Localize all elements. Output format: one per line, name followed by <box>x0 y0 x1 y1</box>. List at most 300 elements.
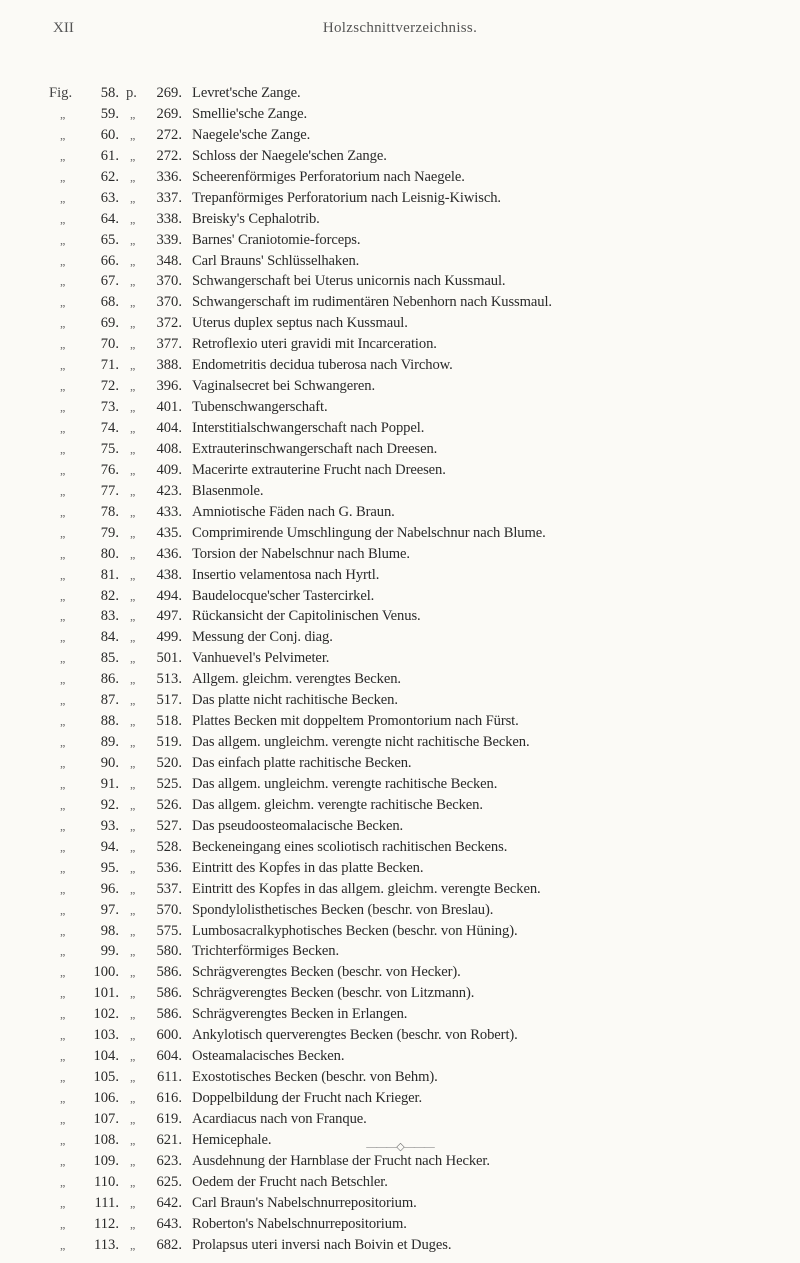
figure-description: Schrägverengtes Becken in Erlangen. <box>192 1006 408 1023</box>
page-reference: 269. <box>156 105 182 122</box>
figure-description: Oedem der Frucht nach Betschler. <box>192 1173 388 1190</box>
list-item <box>0 313 800 334</box>
ditto-mark: „ <box>60 1195 66 1210</box>
list-item <box>0 1235 800 1256</box>
figure-number: 78. <box>100 503 119 520</box>
list-item <box>0 481 800 502</box>
ditto-mark: „ <box>130 776 136 791</box>
list-item <box>0 774 800 795</box>
ditto-mark: „ <box>60 337 66 352</box>
figure-description: Das pseudoosteomalacische Becken. <box>192 817 404 834</box>
figure-description: Macerirte extrauterine Frucht nach Dreesen. <box>192 461 446 478</box>
figure-description: Spondylolisthetisches Becken (beschr. von Breslau). <box>192 901 494 918</box>
figure-description: Eintritt des Kopfes in das allgem. gleichm. verengte Becken. <box>192 880 541 897</box>
ditto-mark: „ <box>130 316 136 331</box>
figure-number: 81. <box>100 566 119 583</box>
ditto-mark: „ <box>130 630 136 645</box>
page-reference: 423. <box>156 482 182 499</box>
figure-description: Allgem. gleichm. verengtes Becken. <box>192 671 401 688</box>
ditto-mark: „ <box>130 1111 136 1126</box>
ditto-mark: „ <box>60 944 66 959</box>
ditto-mark: „ <box>130 1028 136 1043</box>
figure-number: 101. <box>93 985 119 1002</box>
figure-description: Scheerenförmiges Perforatorium nach Naegele. <box>192 168 465 185</box>
figure-description: Smellie'sche Zange. <box>192 105 308 122</box>
figure-description: Plattes Becken mit doppeltem Promontorium nach Fürst. <box>192 713 519 730</box>
ditto-mark: „ <box>130 1007 136 1022</box>
page-reference: 586. <box>156 985 182 1002</box>
page-reference: 336. <box>156 168 182 185</box>
list-item <box>0 251 800 272</box>
ditto-mark: „ <box>60 1007 66 1022</box>
figure-number: 64. <box>100 210 119 227</box>
figure-description: Endometritis decidua tuberosa nach Virchow. <box>192 357 453 374</box>
ditto-mark: „ <box>130 379 136 394</box>
figure-description: Acardiacus nach von Franque. <box>192 1110 367 1127</box>
list-item <box>0 732 800 753</box>
figure-description: Carl Brauns' Schlüsselhaken. <box>192 252 360 269</box>
ditto-mark: „ <box>130 1070 136 1085</box>
page-reference: 517. <box>156 692 182 709</box>
list-item <box>0 648 800 669</box>
figure-description: Amniotische Fäden nach G. Braun. <box>192 503 395 520</box>
figure-description: Comprimirende Umschlingung der Nabelschnur nach Blume. <box>192 524 546 541</box>
list-item <box>0 627 800 648</box>
figure-number: 76. <box>100 461 119 478</box>
list-item <box>0 1151 800 1172</box>
ditto-mark: „ <box>130 169 136 184</box>
list-item <box>0 1109 800 1130</box>
page-reference: 513. <box>156 671 182 688</box>
figure-number: 95. <box>100 859 119 876</box>
page-reference: 499. <box>156 629 182 646</box>
list-item <box>0 104 800 125</box>
figure-description: Das allgem. ungleichm. verengte nicht rachitische Becken. <box>192 734 530 751</box>
figure-description: Beckeneingang eines scoliotisch rachitischen Beckens. <box>192 838 508 855</box>
ditto-mark: „ <box>130 211 136 226</box>
figure-number: 102. <box>93 1006 119 1023</box>
list-item <box>0 565 800 586</box>
figure-number: 83. <box>100 608 119 625</box>
figure-number: 63. <box>100 189 119 206</box>
page-reference: 388. <box>156 357 182 374</box>
page-reference: 619. <box>156 1110 182 1127</box>
ditto-mark: „ <box>60 797 66 812</box>
ditto-mark: „ <box>130 1174 136 1189</box>
page-reference: 408. <box>156 440 182 457</box>
figure-number: 62. <box>100 168 119 185</box>
figure-number: 86. <box>100 671 119 688</box>
ditto-mark: „ <box>60 148 66 163</box>
ditto-mark: „ <box>130 1132 136 1147</box>
figure-number: 97. <box>100 901 119 918</box>
list-item <box>0 900 800 921</box>
list-item <box>0 1025 800 1046</box>
ditto-mark: „ <box>130 860 136 875</box>
ditto-mark: „ <box>60 358 66 373</box>
figure-number: 112. <box>94 1215 119 1232</box>
figure-number: 88. <box>100 713 119 730</box>
ditto-mark: „ <box>130 902 136 917</box>
page-reference: 377. <box>156 336 182 353</box>
figure-description: Carl Braun's Nabelschnurrepositorium. <box>192 1194 417 1211</box>
page-reference: 616. <box>156 1090 182 1106</box>
figure-number: 98. <box>100 922 119 939</box>
figure-description: Osteamalacisches Becken. <box>192 1048 345 1065</box>
list-item <box>0 962 800 983</box>
page-reference: 269. <box>156 85 182 101</box>
figure-number: 85. <box>100 650 119 667</box>
figure-number: 105. <box>93 1069 119 1086</box>
figure-description: Barnes' Craniotomie-forceps. <box>192 231 361 248</box>
ditto-mark: „ <box>60 127 66 142</box>
figure-description: Das platte nicht rachitische Becken. <box>192 692 398 709</box>
figure-description: Schrägverengtes Becken (beschr. von Hecker). <box>192 964 461 981</box>
ditto-mark: „ <box>130 693 136 708</box>
ditto-mark: „ <box>60 316 66 331</box>
figure-number: 106. <box>93 1090 119 1106</box>
figure-description: Eintritt des Kopfes in das platte Becken. <box>192 859 424 876</box>
ditto-mark: „ <box>130 421 136 435</box>
ditto-mark: „ <box>130 1237 136 1252</box>
ditto-mark: „ <box>130 504 136 519</box>
ditto-mark: „ <box>60 902 66 917</box>
ditto-mark: „ <box>60 881 66 896</box>
list-item <box>0 376 800 397</box>
figure-number: 73. <box>100 399 119 416</box>
figure-description: Trichterförmiges Becken. <box>192 943 340 960</box>
figure-description: Ankylotisch querverengtes Becken (beschr. von Robert). <box>192 1027 518 1044</box>
ditto-mark: „ <box>130 944 136 959</box>
figure-description: Baudelocque'scher Tastercirkel. <box>192 587 375 604</box>
figure-number: 71. <box>100 357 119 374</box>
ditto-mark: „ <box>60 735 66 750</box>
list-item <box>0 188 800 209</box>
figure-description: Breisky's Cephalotrib. <box>192 210 320 227</box>
list-item <box>0 983 800 1004</box>
list-item <box>0 669 800 690</box>
figure-list <box>0 83 800 1256</box>
ditto-mark: „ <box>60 106 66 121</box>
list-item <box>0 1088 800 1109</box>
list-item <box>0 837 800 858</box>
page-reference: 604. <box>156 1048 182 1065</box>
page-reference: 642. <box>156 1194 182 1211</box>
list-item <box>0 1214 800 1235</box>
ditto-mark: „ <box>130 295 136 310</box>
ditto-mark: „ <box>60 190 66 205</box>
ditto-mark: „ <box>130 546 136 561</box>
ditto-mark: „ <box>60 588 66 603</box>
ditto-mark: „ <box>130 358 136 373</box>
page-reference: 348. <box>156 252 182 269</box>
ditto-mark: „ <box>60 1070 66 1085</box>
ditto-mark: „ <box>60 567 66 582</box>
figure-number: 107. <box>93 1110 119 1127</box>
list-item <box>0 83 800 104</box>
figure-description: Schwangerschaft bei Uterus unicornis nach Kussmaul. <box>192 273 506 290</box>
figure-number: 79. <box>100 524 119 541</box>
page-reference: 518. <box>156 713 182 730</box>
figure-number: 68. <box>100 294 119 311</box>
ditto-mark: „ <box>60 860 66 875</box>
ditto-mark: „ <box>130 756 136 770</box>
page-reference: 435. <box>156 524 182 541</box>
ditto-mark: „ <box>130 400 136 415</box>
figure-description: Retroflexio uteri gravidi mit Incarceration. <box>192 336 437 353</box>
page-reference: 494. <box>156 587 182 604</box>
list-item <box>0 355 800 376</box>
ditto-mark: „ <box>130 1216 136 1231</box>
ditto-mark: „ <box>60 965 66 980</box>
fig-label: Fig. <box>49 85 73 101</box>
figure-description: Ausdehnung der Harnblase der Frucht nach Hecker. <box>192 1152 490 1169</box>
ditto-mark: „ <box>60 441 66 456</box>
list-item <box>0 816 800 837</box>
list-item <box>0 1067 800 1088</box>
figure-number: 61. <box>100 147 119 164</box>
figure-number: 60. <box>100 126 119 143</box>
ditto-mark: „ <box>130 588 136 603</box>
page-reference: 372. <box>156 315 182 332</box>
list-item <box>0 334 800 355</box>
figure-description: Schloss der Naegele'schen Zange. <box>192 147 387 164</box>
ditto-mark: „ <box>60 923 66 938</box>
figure-description: Rückansicht der Capitolinischen Venus. <box>192 608 421 625</box>
list-item <box>0 606 800 627</box>
figure-number: 110. <box>94 1173 119 1190</box>
page-reference: 536. <box>156 859 182 876</box>
page-reference: 623. <box>156 1152 182 1169</box>
ditto-mark: „ <box>130 881 136 896</box>
figure-number: 99. <box>100 943 119 960</box>
figure-number: 65. <box>100 231 119 248</box>
page-reference: 586. <box>156 1006 182 1023</box>
figure-number: 75. <box>100 440 119 457</box>
figure-number: 108. <box>93 1131 119 1148</box>
page-label: p. <box>126 85 137 101</box>
ditto-mark: „ <box>130 567 136 582</box>
ditto-mark: „ <box>60 462 66 477</box>
ditto-mark: „ <box>60 1174 66 1189</box>
ditto-mark: „ <box>130 1195 136 1210</box>
list-item <box>0 711 800 732</box>
figure-description: Das einfach platte rachitische Becken. <box>192 755 412 771</box>
ditto-mark: „ <box>130 483 136 498</box>
ditto-mark: „ <box>130 797 136 812</box>
figure-number: 72. <box>100 378 119 395</box>
list-item <box>0 858 800 879</box>
ditto-mark: „ <box>130 818 136 833</box>
page-reference: 433. <box>156 503 182 520</box>
ditto-mark: „ <box>60 546 66 561</box>
page-reference: 611. <box>157 1069 182 1086</box>
list-item <box>0 209 800 230</box>
figure-description: Interstitialschwangerschaft nach Poppel. <box>192 420 425 436</box>
list-item <box>0 292 800 313</box>
ditto-mark: „ <box>130 672 136 687</box>
figure-number: 84. <box>100 629 119 646</box>
ditto-mark: „ <box>60 525 66 540</box>
ditto-mark: „ <box>130 190 136 205</box>
ditto-mark: „ <box>60 504 66 519</box>
page-reference: 338. <box>156 210 182 227</box>
page-reference: 643. <box>156 1215 182 1232</box>
figure-description: Trepanförmiges Perforatorium nach Leisnig-Kiwisch. <box>192 189 501 206</box>
ditto-mark: „ <box>130 148 136 163</box>
ditto-mark: „ <box>60 693 66 708</box>
ditto-mark: „ <box>130 1091 136 1105</box>
figure-description: Insertio velamentosa nach Hyrtl. <box>192 566 380 583</box>
ditto-mark: „ <box>130 525 136 540</box>
page-reference: 396. <box>156 378 182 395</box>
list-item <box>0 125 800 146</box>
ditto-mark: „ <box>60 253 66 268</box>
figure-number: 59. <box>100 105 119 122</box>
page-reference: 497. <box>156 608 182 625</box>
page-reference: 404. <box>156 420 182 436</box>
list-item <box>0 879 800 900</box>
ditto-mark: „ <box>130 986 136 1001</box>
figure-description: Doppelbildung der Frucht nach Krieger. <box>192 1090 423 1106</box>
page-reference: 600. <box>156 1027 182 1044</box>
list-item <box>0 502 800 523</box>
page-reference: 580. <box>156 943 182 960</box>
ditto-mark: „ <box>60 818 66 833</box>
figure-description: Naegele'sche Zange. <box>192 126 311 143</box>
ditto-mark: „ <box>60 630 66 645</box>
list-item <box>0 795 800 816</box>
ditto-mark: „ <box>130 441 136 456</box>
page-reference: 586. <box>156 964 182 981</box>
page-reference: 525. <box>156 775 182 792</box>
figure-description: Levret'sche Zange. <box>192 85 301 101</box>
page-reference: 409. <box>156 461 182 478</box>
page-reference: 682. <box>156 1236 182 1253</box>
page-reference: 339. <box>156 231 182 248</box>
figure-number: 58. <box>100 85 119 101</box>
figure-number: 96. <box>100 880 119 897</box>
ditto-mark: „ <box>130 274 136 289</box>
page-reference: 272. <box>156 126 182 143</box>
list-item <box>0 941 800 962</box>
ditto-mark: „ <box>130 965 136 980</box>
ditto-mark: „ <box>60 274 66 289</box>
ditto-mark: „ <box>60 756 66 770</box>
ditto-mark: „ <box>130 735 136 750</box>
end-ornament: ———◇——— <box>366 1141 434 1153</box>
ditto-mark: „ <box>130 839 136 854</box>
page-reference: 528. <box>156 838 182 855</box>
page-reference: 438. <box>156 566 182 583</box>
ditto-mark: „ <box>60 1028 66 1043</box>
page-reference: 570. <box>156 901 182 918</box>
ditto-mark: „ <box>130 714 136 729</box>
figure-description: Torsion der Nabelschnur nach Blume. <box>192 545 410 562</box>
list-item <box>0 460 800 481</box>
figure-number: 89. <box>100 734 119 751</box>
ditto-mark: „ <box>130 462 136 477</box>
figure-number: 91. <box>100 775 119 792</box>
ditto-mark: „ <box>130 232 136 247</box>
figure-number: 104. <box>93 1048 119 1065</box>
figure-number: 113. <box>94 1236 119 1253</box>
list-item <box>0 1046 800 1067</box>
list-item <box>0 921 800 942</box>
figure-description: Exostotisches Becken (beschr. von Behm). <box>192 1069 438 1086</box>
ditto-mark: „ <box>60 986 66 1001</box>
figure-description: Vaginalsecret bei Schwangeren. <box>192 378 375 395</box>
figure-number: 82. <box>100 587 119 604</box>
page-reference: 519. <box>156 734 182 751</box>
ditto-mark: „ <box>130 127 136 142</box>
ditto-mark: „ <box>60 1049 66 1064</box>
list-item <box>0 439 800 460</box>
page-reference: 370. <box>156 273 182 290</box>
figure-description: Blasenmole. <box>192 482 264 499</box>
ditto-mark: „ <box>130 1049 136 1064</box>
figure-description: Tubenschwangerschaft. <box>192 399 328 416</box>
list-item <box>0 167 800 188</box>
figure-description: Das allgem. ungleichm. verengte rachitische Becken. <box>192 775 498 792</box>
page-reference: 337. <box>156 189 182 206</box>
page-reference: 370. <box>156 294 182 311</box>
ditto-mark: „ <box>60 714 66 729</box>
ditto-mark: „ <box>60 651 66 666</box>
figure-number: 87. <box>100 692 119 709</box>
list-item <box>0 1172 800 1193</box>
page-reference: 272. <box>156 147 182 164</box>
figure-number: 66. <box>100 252 119 269</box>
figure-number: 111. <box>94 1194 119 1211</box>
ditto-mark: „ <box>60 776 66 791</box>
ditto-mark: „ <box>60 169 66 184</box>
ditto-mark: „ <box>60 379 66 394</box>
page-reference: 436. <box>156 545 182 562</box>
list-item <box>0 753 800 774</box>
figure-description: Extrauterinschwangerschaft nach Dreesen. <box>192 440 438 457</box>
figure-number: 67. <box>100 273 119 290</box>
ditto-mark: „ <box>60 295 66 310</box>
ditto-mark: „ <box>60 1153 66 1168</box>
ditto-mark: „ <box>60 483 66 498</box>
figure-description: Schrägverengtes Becken (beschr. von Litzmann). <box>192 985 475 1002</box>
list-item <box>0 586 800 607</box>
ditto-mark: „ <box>60 609 66 624</box>
figure-number: 77. <box>100 482 119 499</box>
page-reference: 621. <box>156 1131 182 1148</box>
ditto-mark: „ <box>60 400 66 415</box>
page-title: Holzschnittverzeichniss. <box>322 20 478 36</box>
figure-number: 74. <box>100 420 119 436</box>
page-header <box>0 20 800 42</box>
figure-number: 92. <box>100 796 119 813</box>
list-item <box>0 230 800 251</box>
list-item <box>0 1004 800 1025</box>
figure-number: 109. <box>93 1152 119 1169</box>
figure-number: 69. <box>100 315 119 332</box>
figure-number: 93. <box>100 817 119 834</box>
figure-description: Messung der Conj. diag. <box>192 629 333 646</box>
figure-description: Prolapsus uteri inversi nach Boivin et Duges. <box>192 1236 452 1253</box>
ditto-mark: „ <box>60 1111 66 1126</box>
page-reference: 526. <box>156 796 182 813</box>
list-item <box>0 397 800 418</box>
list-item <box>0 523 800 544</box>
list-item <box>0 418 800 439</box>
ditto-mark: „ <box>130 609 136 624</box>
page-reference: 625. <box>156 1173 182 1190</box>
